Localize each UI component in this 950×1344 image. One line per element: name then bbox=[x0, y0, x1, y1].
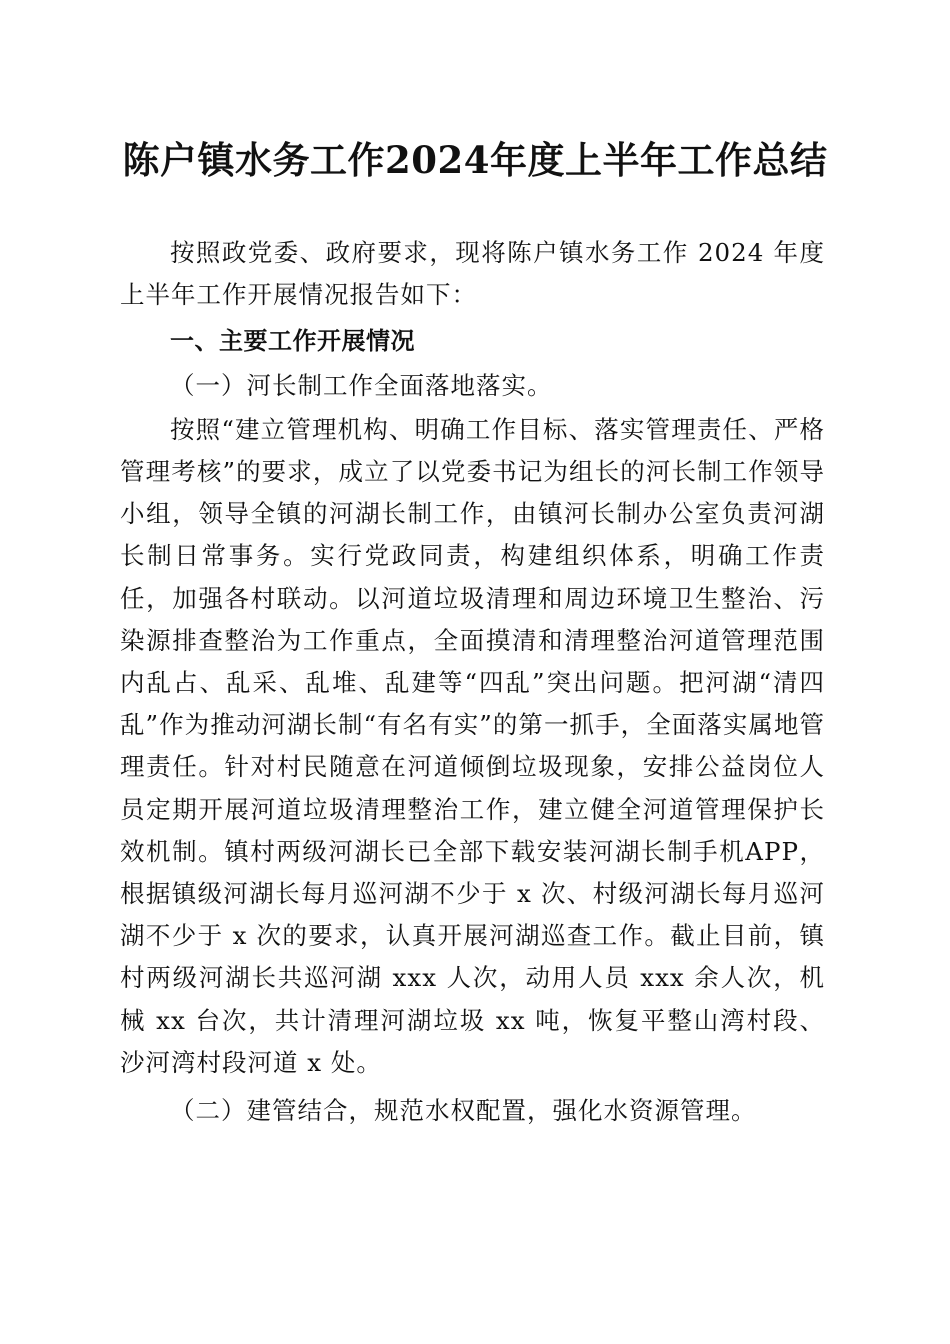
subsection-heading-1: （一）河长制工作全面落地落实。 bbox=[170, 370, 553, 400]
section-heading-1: 一、主要工作开展情况 bbox=[170, 327, 415, 356]
intro-paragraph: 按照政党委、政府要求，现将陈户镇水务工作 2024 年度上半年工作开展情况报告如下： bbox=[120, 238, 825, 310]
subsection-1-paragraph: 按照“建立管理机构、明确工作目标、落实管理责任、严格管理考核”的要求，成立了以党委书记为组长的河长制工作领导小组，领导全镇的河湖长制工作，由镇河长制办公室负责河湖长制日常事务。实行党政同责，构建组织体系，明确工作责任，加强各村联动。以河道垃圾清理和周边环境卫生整治、污染源排查整治为工作重点，全面摸清和清理整治河道管理范围内乱占、乱采、乱堆、乱建等“四乱”突出问题。把河湖“清四乱”作为推动河湖长制“有名有实”的第一抓手，全面落实属地管理责任。针对村民随意在河道倾倒垃圾现象，安排公益岗位人员定期开展河道垃圾清理整治工作，建立健全河道管理保护长效机制。镇村两级河湖长已全部下载安装河湖长制手机APP，根据镇级河湖长每月巡河湖不少于 x 次、村级河湖长每月巡河湖不少于 x 次的要求，认真开展河湖巡查工作。截止目前，镇村两级河湖长共巡河湖 xxx 人次，动用人员 xxx 余人次，机械 xx 台次，共计清理河湖垃圾 xx 吨，恢复平整山湾村段、沙河湾村段河道 x 处。 bbox=[120, 414, 825, 1077]
document-title: 陈户镇水务工作2024年度上半年工作总结 bbox=[122, 138, 828, 182]
subsection-heading-2: （二）建管结合，规范水权配置，强化水资源管理。 bbox=[170, 1096, 757, 1126]
document-body bbox=[120, 232, 825, 1134]
